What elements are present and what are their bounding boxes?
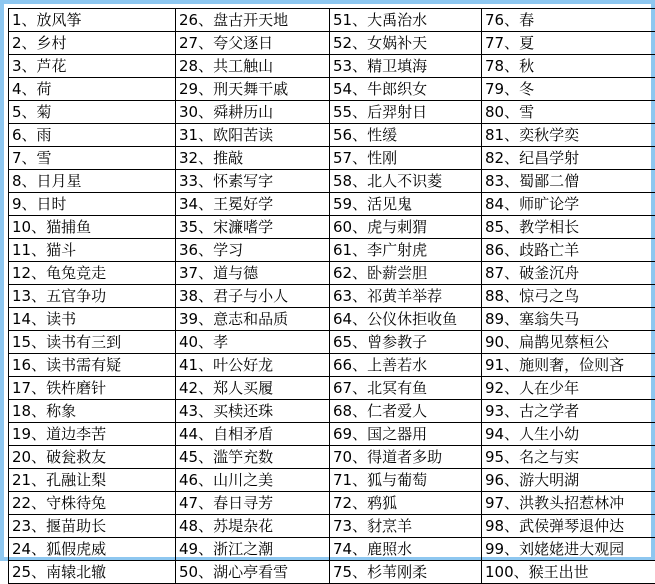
- table-cell: 29、刑天舞干戚: [176, 78, 330, 101]
- table-cell: 8、日月星: [9, 170, 176, 193]
- table-cell: 99、刘姥姥进大观园: [482, 538, 655, 561]
- table-row: [9, 331, 655, 354]
- table-cell: 92、人在少年: [482, 377, 655, 400]
- table-row: [9, 354, 655, 377]
- table-cell: 41、叶公好龙: [176, 354, 330, 377]
- table-cell: 71、狐与葡萄: [330, 469, 482, 492]
- table-cell: 40、孝: [176, 331, 330, 354]
- table-cell: 21、孔融让梨: [9, 469, 176, 492]
- table-cell: 68、仁者爱人: [330, 400, 482, 423]
- table-cell: 61、李广射虎: [330, 239, 482, 262]
- table-cell: 69、国之器用: [330, 423, 482, 446]
- table-cell: 16、读书需有疑: [9, 354, 176, 377]
- table-cell: 44、自相矛盾: [176, 423, 330, 446]
- table-cell: 46、山川之美: [176, 469, 330, 492]
- table-cell: 70、得道者多助: [330, 446, 482, 469]
- table-cell: 25、南辕北辙: [9, 561, 176, 584]
- table-cell: 96、游大明湖: [482, 469, 655, 492]
- table-row: [9, 423, 655, 446]
- table-cell: 94、人生小幼: [482, 423, 655, 446]
- table-cell: 98、武侯弹琴退仲达: [482, 515, 655, 538]
- table-row: [9, 147, 655, 170]
- table-cell: 91、施则奢，俭则吝: [482, 354, 655, 377]
- table-cell: 72、鸦狐: [330, 492, 482, 515]
- table-cell: 6、雨: [9, 124, 176, 147]
- table-row: [9, 561, 655, 584]
- article-index-table: [8, 8, 655, 584]
- table-cell: 51、大禹治水: [330, 9, 482, 32]
- table-cell: 75、杉苇刚柔: [330, 561, 482, 584]
- table-row: [9, 446, 655, 469]
- table-cell: 37、道与德: [176, 262, 330, 285]
- table-row: [9, 377, 655, 400]
- table-cell: 32、推敲: [176, 147, 330, 170]
- table-cell: 12、龟兔竞走: [9, 262, 176, 285]
- table-row: [9, 262, 655, 285]
- table-cell: 31、欧阳苦读: [176, 124, 330, 147]
- table-cell: 74、鹿照水: [330, 538, 482, 561]
- table-cell: 82、纪昌学射: [482, 147, 655, 170]
- table-row: [9, 538, 655, 561]
- table-cell: 19、道边李苦: [9, 423, 176, 446]
- table-cell: 33、怀素写字: [176, 170, 330, 193]
- table-cell: 97、洪教头招惹林冲: [482, 492, 655, 515]
- table-cell: 47、春日寻芳: [176, 492, 330, 515]
- table-cell: 55、后羿射日: [330, 101, 482, 124]
- table-cell: 23、揠苗助长: [9, 515, 176, 538]
- table-cell: 89、塞翁失马: [482, 308, 655, 331]
- table-cell: 4、荷: [9, 78, 176, 101]
- table-cell: 43、买椟还珠: [176, 400, 330, 423]
- table-cell: 14、读书: [9, 308, 176, 331]
- table-cell: 9、日时: [9, 193, 176, 216]
- table-row: [9, 285, 655, 308]
- table-cell: 54、牛郎织女: [330, 78, 482, 101]
- table-row: [9, 469, 655, 492]
- table-cell: 67、北冥有鱼: [330, 377, 482, 400]
- table-row: [9, 124, 655, 147]
- table-cell: 57、性刚: [330, 147, 482, 170]
- table-cell: 30、舜耕历山: [176, 101, 330, 124]
- table-cell: 17、铁杵磨针: [9, 377, 176, 400]
- table-cell: 15、读书有三到: [9, 331, 176, 354]
- table-row: [9, 308, 655, 331]
- table-row: [9, 515, 655, 538]
- table-cell: 22、守株待兔: [9, 492, 176, 515]
- table-cell: 90、扁鹊见蔡桓公: [482, 331, 655, 354]
- table-cell: 38、君子与小人: [176, 285, 330, 308]
- table-row: [9, 170, 655, 193]
- table-cell: 28、共工触山: [176, 55, 330, 78]
- table-cell: 78、秋: [482, 55, 655, 78]
- table-cell: 20、破瓮救友: [9, 446, 176, 469]
- table-cell: 73、豺烹羊: [330, 515, 482, 538]
- table-cell: 64、公仪休拒收鱼: [330, 308, 482, 331]
- table-row: [9, 78, 655, 101]
- table-cell: 85、教学相长: [482, 216, 655, 239]
- table-cell: 86、歧路亡羊: [482, 239, 655, 262]
- table-cell: 5、菊: [9, 101, 176, 124]
- table-cell: 39、意志和品质: [176, 308, 330, 331]
- table-cell: 27、夸父逐日: [176, 32, 330, 55]
- table-cell: 45、滥竽充数: [176, 446, 330, 469]
- table-row: [9, 400, 655, 423]
- table-body: [9, 9, 655, 584]
- table-cell: 3、芦花: [9, 55, 176, 78]
- table-cell: 84、师旷论学: [482, 193, 655, 216]
- table-cell: 83、蜀鄙二僧: [482, 170, 655, 193]
- table-cell: 13、五官争功: [9, 285, 176, 308]
- table-cell: 87、破釜沉舟: [482, 262, 655, 285]
- table-cell: 63、祁黄羊举荐: [330, 285, 482, 308]
- table-cell: 80、雪: [482, 101, 655, 124]
- table-cell: 53、精卫填海: [330, 55, 482, 78]
- table-cell: 42、郑人买履: [176, 377, 330, 400]
- table-cell: 50、湖心亭看雪: [176, 561, 330, 584]
- table-cell: 100、猴王出世: [482, 561, 655, 584]
- table-row: [9, 492, 655, 515]
- table-cell: 56、性缓: [330, 124, 482, 147]
- table-row: [9, 239, 655, 262]
- table-row: [9, 101, 655, 124]
- table-cell: 35、宋濂嗜学: [176, 216, 330, 239]
- table-row: [9, 193, 655, 216]
- table-cell: 62、卧薪尝胆: [330, 262, 482, 285]
- table-row: [9, 32, 655, 55]
- table-cell: 26、盘古开天地: [176, 9, 330, 32]
- table-cell: 48、苏堤杂花: [176, 515, 330, 538]
- table-cell: 2、乡村: [9, 32, 176, 55]
- table-row: [9, 9, 655, 32]
- table-cell: 10、猫捕鱼: [9, 216, 176, 239]
- table-cell: 93、古之学者: [482, 400, 655, 423]
- table-cell: 76、春: [482, 9, 655, 32]
- table-cell: 36、学习: [176, 239, 330, 262]
- table-cell: 79、冬: [482, 78, 655, 101]
- table-cell: 52、女娲补天: [330, 32, 482, 55]
- table-cell: 88、惊弓之鸟: [482, 285, 655, 308]
- table-cell: 66、上善若水: [330, 354, 482, 377]
- table-cell: 58、北人不识菱: [330, 170, 482, 193]
- table-row: [9, 216, 655, 239]
- table-cell: 60、虎与刺猬: [330, 216, 482, 239]
- table-cell: 11、猫斗: [9, 239, 176, 262]
- table-cell: 18、称象: [9, 400, 176, 423]
- table-row: [9, 55, 655, 78]
- table-cell: 95、名之与实: [482, 446, 655, 469]
- table-cell: 1、放风筝: [9, 9, 176, 32]
- table-cell: 59、活见鬼: [330, 193, 482, 216]
- table-cell: 77、夏: [482, 32, 655, 55]
- table-cell: 7、雪: [9, 147, 176, 170]
- table-cell: 34、王冕好学: [176, 193, 330, 216]
- table-cell: 65、曾参教子: [330, 331, 482, 354]
- table-cell: 49、浙江之潮: [176, 538, 330, 561]
- table-cell: 81、奕秋学奕: [482, 124, 655, 147]
- table-cell: 24、狐假虎威: [9, 538, 176, 561]
